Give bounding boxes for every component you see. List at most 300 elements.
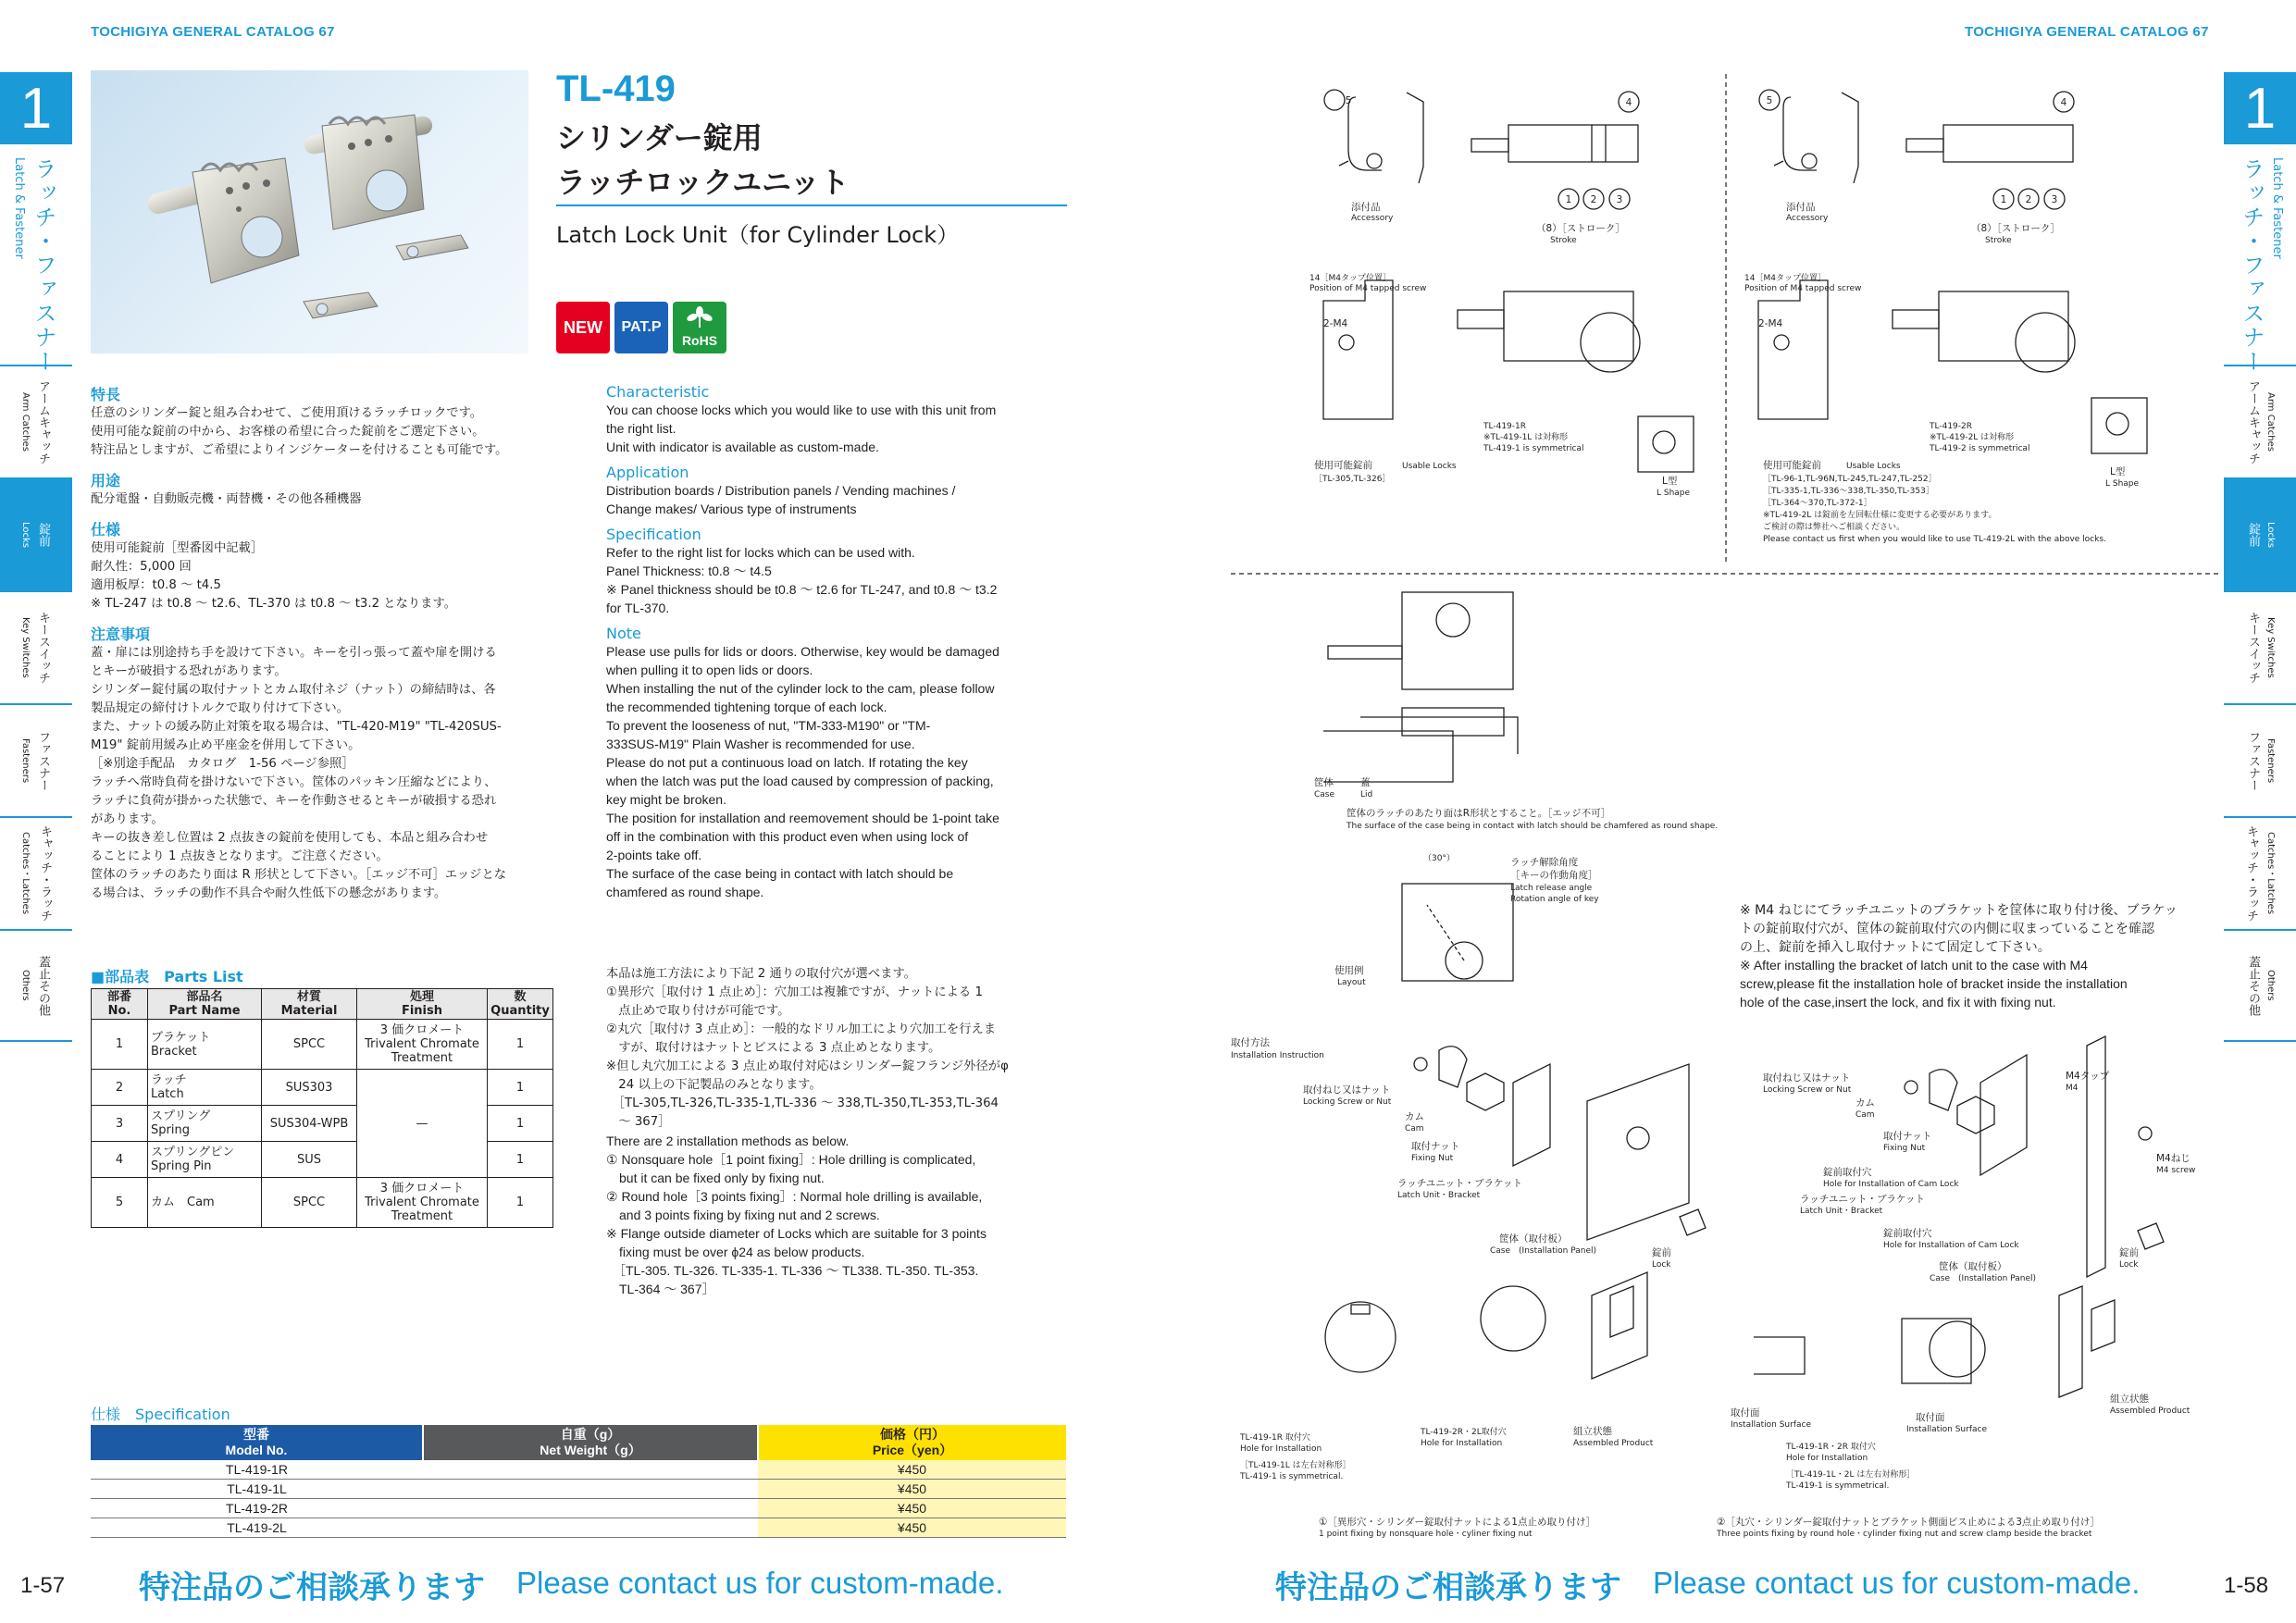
tab-label-en: Catches・Latches: [2265, 832, 2276, 915]
text-line: and 3 points fixing by fixing nut and 2 screws.: [606, 1208, 880, 1222]
hole-12-side-view: [1754, 1337, 1805, 1374]
m4-label: 2-M4: [1758, 318, 1783, 329]
text-line: the recommended tightening torque of each lock.: [606, 700, 887, 714]
custom-made-en-right: Please contact us for custom-made.: [1653, 1566, 2141, 1600]
text-line: ※ Flange outside diameter of Locks which are suitable for 3 points: [606, 1226, 987, 1241]
m4-note-line: ※ After installing the bracket of latch unit to the case with M4: [1740, 958, 2088, 973]
cell-no: 2: [92, 1070, 148, 1106]
accessory-label-jp: 添付品: [1351, 202, 1381, 213]
hole-12-circle: [1930, 1321, 1985, 1377]
m4-screw-label-jp: M4ねじ: [2156, 1153, 2191, 1164]
assembled-lock: [2091, 1300, 2115, 1351]
en-heading-application: Application: [606, 464, 689, 481]
col-quantity: [488, 989, 553, 1020]
text-line: 製品規定の締付けトルクで取り付けて下さい。: [91, 701, 349, 715]
cell-part-name: [148, 1070, 262, 1106]
text-line: but it can be fixed only by fixing nut.: [606, 1171, 825, 1185]
part-name-en: Spring: [151, 1123, 190, 1137]
tab-label-en: Locks: [20, 521, 31, 548]
text-line: Refer to the right list for locks which can be used with.: [606, 545, 915, 560]
en-characteristic-text: [606, 401, 1074, 456]
product-photo: [91, 70, 528, 353]
chapter-number: 1: [2224, 72, 2296, 144]
install-title-jp: 取付方法: [1231, 1037, 1270, 1048]
finish-line: Treatment: [391, 1051, 453, 1065]
accessory-hole: [1802, 154, 1817, 168]
lock-label-en: Lock: [1652, 1260, 1671, 1270]
bracket-part: [1980, 1055, 2027, 1175]
en-application-text: [606, 481, 1074, 518]
text-line: があります。: [91, 812, 164, 826]
text-line: Change makes/ Various type of instruments: [606, 502, 857, 516]
col-weight: [423, 1425, 758, 1460]
chamfer-note-en: The surface of the case being in contact with latch should be chamfered as round shape.: [1347, 822, 1719, 831]
tab-label-jp: キャッチ・ラッチ: [2244, 825, 2258, 922]
en-description: [606, 379, 1074, 901]
hole-2r-label-jp: TL-419-2R・2L取付穴: [1421, 1428, 1507, 1437]
bracket-front-view: [1504, 291, 1633, 361]
stroke-label-jp: （8）［ストローク］: [1971, 223, 2060, 234]
chapter-title-en: Latch & Fastener: [2270, 157, 2284, 259]
cell-price: ¥450: [758, 1460, 1066, 1480]
m4-screw-head: [2139, 1127, 2152, 1140]
tab-label-jp: キースイッチ: [2246, 612, 2260, 684]
l-shape-hole: [1653, 431, 1675, 453]
cell-no: 1: [92, 1020, 148, 1070]
l-shape-view: [2091, 398, 2147, 453]
tab-others[interactable]: [2224, 929, 2296, 1042]
text-line: To prevent the looseness of nut, "TM-333-M190" or "TM-: [606, 718, 931, 733]
tab-others[interactable]: [0, 929, 72, 1042]
drawing-tl-419-2r: [1744, 90, 2147, 544]
text-line: ※ Panel thickness should be t0.8 ～ t2.6 for TL-247, and t0.8 ～ t3.2: [606, 582, 998, 597]
assembled-panel: [1592, 1272, 1647, 1379]
method-2-caption-jp: ②［丸穴・シリンダー錠取付ナットとブラケット側面ビス止めによる3点止め取り付け］: [1717, 1517, 2100, 1528]
parts-list-title: ■部品表 Parts List: [91, 968, 243, 985]
text-line: 点止めで取り付けが可能です。: [606, 1004, 790, 1018]
part-name-en: Spring Pin: [151, 1159, 212, 1173]
finish-line: Trivalent Chromate: [365, 1037, 479, 1051]
header-en: No.: [107, 1004, 131, 1018]
tab-arm-catches[interactable]: [0, 365, 72, 477]
latch-bolt: [1906, 139, 1943, 152]
tab-label-en: Locks: [2265, 521, 2276, 548]
text-line: シリンダー錠付属の取付ナットとカム取付ネジ（ナット）の締結時は、各: [91, 683, 496, 697]
header-en: Finish: [401, 1004, 443, 1018]
text-line: chamfered as round shape.: [606, 885, 764, 899]
bracket-side-view: [1758, 280, 1828, 419]
col-price: [758, 1425, 1066, 1460]
latch-unit-illustration: [91, 70, 528, 353]
product-name-jp-1: シリンダー錠用: [556, 120, 763, 155]
text-line: ラッチへ常時負荷を掛けないで下さい。筐体のパッキン圧縮などにより、: [91, 775, 497, 789]
tapped-label-jp: 14［M4タップ位置］: [1309, 274, 1391, 283]
text-line: 蓋・扉には別途持ち手を設けて下さい。キーを引っ張って蓋や扉を開ける: [91, 646, 497, 660]
lock-label-jp: 錠前: [1652, 1247, 1671, 1258]
accessory-side-view: [1407, 93, 1423, 183]
tab-locks[interactable]: [0, 477, 72, 590]
layout-label-en: Layout: [1337, 978, 1366, 987]
balloon-label: 2: [2025, 194, 2032, 205]
header-en: Price（yen）: [872, 1443, 953, 1457]
chapter-title-jp: ラッチ・ファスナー: [2239, 157, 2265, 374]
screw-label-en: Locking Screw or Nut: [1763, 1085, 1852, 1095]
m4-note-line: ※ M4 ねじにてラッチユニットのブラケットを筐体に取り付け後、ブラケッ: [1740, 903, 2178, 918]
finish-line: Trivalent Chromate: [365, 1196, 479, 1209]
usable-locks-list: ［TL-335-1,TL-336～338,TL-350,TL-353］: [1763, 487, 1934, 496]
rohs-badge: [673, 302, 726, 353]
surface-label-jp: 取付面: [1731, 1407, 1760, 1419]
tab-arm-catches[interactable]: [2224, 365, 2296, 477]
text-line: 333SUS-M19" Plain Washer is recommended for use.: [606, 737, 915, 751]
hole-2r-label-en: Hole for Installation: [1421, 1439, 1503, 1448]
nut-label-jp: 取付ナット: [1883, 1131, 1932, 1142]
product-code: TL-419: [556, 68, 676, 109]
cell-price: ¥450: [758, 1518, 1066, 1538]
cell-material: SPCC: [262, 1020, 357, 1070]
panel-label-jp: 筐体（取付板）: [1499, 1233, 1568, 1245]
en-note-text: [606, 642, 1074, 901]
title-divider: [556, 204, 1067, 206]
latch-front-view: [1508, 125, 1638, 162]
case-section: [1323, 731, 1453, 782]
tab-fasteners[interactable]: [2224, 703, 2296, 816]
balloon-label: 4: [2060, 97, 2067, 108]
tapped-label-en: Position of M4 tapped screw: [1309, 284, 1427, 293]
usable-locks-list: ［TL-96-1,TL-96N,TL-245,TL-247,TL-252］: [1763, 475, 1937, 484]
cell-weight: [423, 1499, 758, 1518]
nut-label-en: Fixing Nut: [1883, 1144, 1926, 1153]
text-line: The position for installation and reemovement should be 1-point take: [606, 811, 999, 825]
jp-heading-cautions: 注意事項: [91, 626, 151, 643]
custom-made-en-left: Please contact us for custom-made.: [516, 1566, 1004, 1600]
text-line: とキーが破損する恐れがあります。: [91, 664, 287, 678]
text-line: ［TL-305,TL-326,TL-335-1,TL-336 ～ 338,TL-350,TL-353,TL-364: [606, 1096, 999, 1110]
text-line: 任意のシリンダー錠と組み合わせて、ご使用頂けるラッチロックです。: [91, 406, 483, 420]
jp-applications-text: [91, 490, 558, 509]
tab-label-en: Others: [20, 970, 31, 1001]
balloon-label: 1: [2000, 194, 2007, 205]
lock-part: [1680, 1209, 1706, 1235]
part-name-jp: スプリングピン: [151, 1146, 235, 1159]
bracket-part: [1513, 1064, 1550, 1166]
text-line: TL-364 ～ 367］: [606, 1282, 715, 1296]
release-angle-line: [1427, 905, 1464, 960]
tab-label-jp: アームキャッチ: [2246, 379, 2260, 465]
finish-line: Treatment: [391, 1209, 453, 1223]
part-name-jp: ブラケット: [151, 1030, 211, 1045]
accessory-hole: [1367, 154, 1382, 168]
lock-label-en: Lock: [2119, 1260, 2139, 1270]
finish-line: 3 価クロメート: [379, 1023, 465, 1037]
l-shape-jp: L型: [2110, 466, 2126, 477]
header-jp: 型番: [243, 1427, 269, 1442]
panel-label-en: Case (Installation Panel): [1930, 1274, 2037, 1283]
cam-label-jp: カム: [1855, 1097, 1875, 1109]
table-row: [92, 1070, 553, 1106]
chapter-number: 1: [0, 72, 72, 144]
panel-part: [1587, 1064, 1689, 1240]
surface-label-en: Installation Surface: [1731, 1420, 1811, 1430]
release-angle-jp: ラッチ解除角度: [1510, 857, 1579, 868]
accessory-side-view: [1842, 93, 1858, 183]
chapter-title-en: Latch & Fastener: [12, 157, 26, 259]
chamfer-note-jp: 筐体のラッチのあたり面はR形状とすること。［エッジ不可］: [1347, 808, 1611, 819]
method-1-caption-jp: ①［異形穴・シリンダー錠取付ナットによる1点止め取り付け］: [1319, 1517, 1595, 1528]
model-label: TL-419-2R: [1930, 422, 1973, 431]
col-finish: [357, 989, 488, 1020]
m4-note-line: screw,please fit the installation hole of bracket inside the installation: [1740, 976, 2128, 991]
text-line: ① Nonsquare hole［1 point fixing］: Hole drilling is complicated,: [606, 1152, 976, 1167]
hole-12-symmetry-en: TL-419-1 is symmetrical.: [1786, 1481, 1890, 1491]
text-line: キーの抜き差し位置は 2 点抜きの錠前を使用しても、本品と組み合わせ: [91, 831, 489, 845]
parts-table: [91, 988, 553, 1228]
header-en: Part Name: [168, 1004, 241, 1018]
symmetry-note-en: TL-419-2 is symmetrical: [1930, 444, 2030, 453]
m4-label: 2-M4: [1323, 318, 1348, 329]
screw-label-jp: 取付ねじ又はナット: [1303, 1084, 1391, 1096]
text-line: ることにより 1 点抜きとなります。ご注意ください。: [91, 849, 389, 863]
m4-note-line: の上、錠前を挿入し取付ナットにて固定して下さい。: [1740, 940, 2051, 955]
fixing-nut-part: [1957, 1096, 1994, 1134]
parts-header-row: [92, 989, 553, 1020]
l-shape-view: [1638, 416, 1694, 472]
cam-circle: [1581, 313, 1640, 372]
l-shape-jp: L型: [1662, 476, 1678, 487]
jp-description: [91, 379, 558, 903]
cell-no: 5: [92, 1178, 148, 1228]
install-title-en: Installation Instruction: [1231, 1051, 1324, 1060]
l-shape-en: L Shape: [1657, 489, 1691, 498]
col-part-name: [148, 989, 262, 1020]
hole-12-label-jp: TL-419-1R・2R 取付穴: [1786, 1443, 1876, 1452]
surface-label-jp: 取付面: [1916, 1412, 1945, 1423]
table-row: [91, 1460, 1066, 1480]
assembled-label-en: Assembled Product: [1573, 1439, 1654, 1448]
method-2-caption-en: Three points fixing by round hole・cylinder fixing nut and screw clamp beside the bracket: [1717, 1530, 2092, 1539]
panel-hole: [1627, 1127, 1649, 1149]
spec-header-row: [91, 1425, 1066, 1460]
m4-screw-label-en: M4 screw: [2156, 1166, 2196, 1175]
layout-label-jp: 使用例: [1334, 965, 1364, 976]
tab-label-en: Fasteners: [2265, 737, 2276, 784]
tab-catches-latches[interactable]: [2224, 816, 2296, 929]
text-line: You can choose locks which you would like to use with this unit from: [606, 403, 997, 417]
balloon-label: 2: [1590, 194, 1597, 205]
tab-label-en: Catches・Latches: [20, 832, 31, 915]
cell-model: TL-419-2L: [91, 1518, 423, 1538]
hole-1r-notch: [1351, 1305, 1370, 1314]
tab-label-en: Key Switches: [2265, 617, 2276, 678]
jp-heading-features: 特長: [91, 386, 121, 403]
usable-locks-jp: 使用可能錠前: [1314, 460, 1372, 471]
drawing-layout-section: [1314, 592, 2178, 1010]
hole-1-symmetry-en: TL-419-1 is symmetrical.: [1240, 1472, 1344, 1481]
tab-label-jp: キャッチ・ラッチ: [38, 825, 52, 922]
bracket-side-view: [1323, 280, 1393, 419]
tab-key-switches[interactable]: [2224, 590, 2296, 703]
text-line: る場合は、ラッチの動作不具合や耐久性低下の懸念があります。: [91, 886, 447, 900]
tab-label-en: Others: [2265, 970, 2276, 1001]
nut-label-en: Fixing Nut: [1411, 1154, 1454, 1163]
text-line: Unit with indicator is available as custom-made.: [606, 440, 879, 454]
table-row: [91, 1499, 1066, 1518]
text-line: ①異形穴［取付け 1 点止め］：穴加工は複雑ですが、ナットによる 1: [606, 985, 983, 999]
cell-quantity: 1: [488, 1142, 553, 1178]
technical-drawings: [1222, 65, 2221, 1555]
latch-bolt: [1471, 139, 1508, 152]
header-jp: 部品名: [186, 990, 223, 1004]
hole-1r-label-jp: TL-419-1R 取付穴: [1240, 1433, 1310, 1443]
bracket-front-view: [1939, 291, 2068, 361]
layout-latch-bolt: [1328, 646, 1402, 659]
jp-heading-applications: 用途: [91, 472, 121, 489]
cell-price: ¥450: [758, 1499, 1066, 1518]
m4-hole: [1339, 335, 1354, 350]
layout-top-view: [1402, 592, 1513, 689]
rohs-label: RoHS: [681, 333, 718, 348]
cam-label-jp: カム: [1405, 1111, 1424, 1122]
balloon-label: 1: [1565, 194, 1572, 205]
assembled-lock: [1610, 1286, 1633, 1337]
release-angle-jp: ［キーの作動角度］: [1510, 870, 1598, 881]
symmetry-note-jp: ※TL-419-1L は対称形: [1483, 433, 1569, 442]
text-line: ラッチに負荷が掛かった状態で、キーを作動させるとキーが破損する恐れ: [91, 794, 497, 808]
en-specification-text: [606, 543, 1074, 617]
drawing-install-method-1: [1231, 1036, 1706, 1539]
tapped-label-jp: 14［M4タップ位置］: [1744, 274, 1826, 283]
text-line: ［※別途手配品 カタログ 1-56 ページ参照］: [91, 757, 354, 771]
text-line: 本品は施工方法により下記 2 通りの取付穴が選べます。: [606, 967, 916, 981]
latch-bolt-front: [1893, 310, 1939, 328]
tab-locks[interactable]: [2224, 477, 2296, 590]
jp-spec-text: [91, 539, 558, 613]
table-row: [91, 1518, 1066, 1538]
usable-locks-jp: 使用可能錠前: [1763, 460, 1821, 471]
cell-part-name: [148, 1106, 262, 1142]
tab-label-jp: 蓋止その他: [2246, 955, 2260, 1016]
jp-heading-spec: 仕様: [91, 521, 121, 539]
text-line: 筐体のラッチのあたり面は R 形状として下さい。［エッジ不可］エッジとな: [91, 868, 507, 882]
product-name-jp-2: ラッチロックユニット: [556, 165, 850, 200]
balloon-label: 5: [1766, 95, 1773, 106]
text-line: The surface of the case being in contact with latch should be: [606, 866, 954, 881]
header-jp: 数: [514, 990, 527, 1004]
text-line: 使用可能錠前［型番図中記載］: [91, 541, 264, 555]
text-line: Please use pulls for lids or doors. Otherwise, key would be damaged: [606, 644, 999, 659]
text-line: 適用板厚：t0.8 ～ t4.5: [91, 578, 221, 592]
drawing-install-method-2: [1716, 1036, 2195, 1539]
left-rotation-note-jp: ※TL-419-2L は錠前を左回転仕様に変更する必要があります。: [1763, 511, 1997, 520]
cell-part-name: カム Cam: [148, 1178, 262, 1228]
spec-table: [91, 1425, 1066, 1538]
part-name-jp: ラッチ: [151, 1073, 187, 1087]
lock-part: [2138, 1223, 2164, 1249]
screw-head: [1414, 1058, 1427, 1071]
text-line: ②丸穴［取付け 3 点止め］：一般的なドリル加工により穴加工を行えま: [606, 1022, 997, 1036]
text-line: when pulling it to open lids or doors.: [606, 663, 813, 677]
fixing-nut-part: [1467, 1073, 1504, 1110]
chapter-title-jp: ラッチ・ファスナー: [31, 157, 56, 374]
en-heading-characteristic: Characteristic: [606, 383, 710, 401]
hole-12-symmetry-jp: ［TL-419-1L・2L は左右対称形］: [1786, 1470, 1916, 1480]
header-jp: 材質: [296, 990, 321, 1004]
text-line: 2-points take off.: [606, 848, 702, 862]
cell-finish: [357, 1020, 488, 1070]
cell-weight: [423, 1518, 758, 1538]
tab-fasteners[interactable]: [0, 703, 72, 816]
cell-material: SUS303: [262, 1070, 357, 1106]
surface-label-en: Installation Surface: [1906, 1425, 1987, 1434]
col-model: [91, 1425, 423, 1460]
hole-12-label-en: Hole for Installation: [1786, 1454, 1868, 1463]
left-rotation-note-en: Please contact us first when you would like to use TL-419-2L with the above locks.: [1763, 535, 2106, 544]
text-line: M19" 錠前用緩み止め平座金を併用して下さい。: [91, 738, 361, 752]
tab-key-switches[interactable]: [0, 590, 72, 703]
lid-label-en: Lid: [1360, 790, 1373, 799]
part-name-en: Latch: [151, 1087, 184, 1101]
catalog-header-right: TOCHIGIYA GENERAL CATALOG 67: [1965, 24, 2209, 40]
table-row: [91, 1480, 1066, 1499]
product-name-en: Latch Lock Unit（for Cylinder Lock）: [556, 222, 960, 248]
release-angle-en: Latch release angle: [1510, 884, 1593, 893]
usable-locks-en: Usable Locks: [1402, 462, 1457, 471]
usable-locks-list: ［TL-364～370,TL-372-1］: [1763, 499, 1872, 508]
header-jp: 価格（円）: [880, 1427, 945, 1442]
assembled-label-jp: 組立状態: [1573, 1426, 1612, 1437]
catalog-header-left: TOCHIGIYA GENERAL CATALOG 67: [91, 24, 335, 40]
tab-label-jp: 錠前: [2246, 523, 2260, 547]
balloon-label: 3: [2051, 194, 2058, 205]
text-line: fixing must be over ϕ24 as below products.: [606, 1245, 865, 1259]
tapped-label-en: Position of M4 tapped screw: [1744, 284, 1862, 293]
balloon-label: 4: [1625, 97, 1632, 108]
tab-label-en: Key Switches: [20, 617, 31, 678]
stroke-label-en: Stroke: [1985, 236, 2012, 245]
text-line: ※ TL-247 は t0.8 ～ t2.6、TL-370 は t0.8 ～ t3.2 となります。: [91, 597, 456, 611]
table-row: [92, 1020, 553, 1070]
text-line: Please do not put a continuous load on latch. If rotating the key: [606, 755, 968, 770]
tab-catches-latches[interactable]: [0, 816, 72, 929]
cell-weight: [423, 1480, 758, 1499]
hole-1r-diagram: [1325, 1302, 1396, 1372]
l-shape-en: L Shape: [2105, 479, 2140, 489]
text-line: すが、取付けはナットとビスによる 3 点止めとなります。: [606, 1041, 941, 1055]
cell-quantity: 1: [488, 1178, 553, 1228]
bracket-label-jp: ラッチユニット・ブラケット: [1397, 1178, 1522, 1189]
header-en: Net Weight（g）: [540, 1443, 641, 1457]
panel-label-en: Case (Installation Panel): [1490, 1246, 1597, 1256]
screw-head: [1905, 1081, 1917, 1094]
finish-line: 3 価クロメート: [379, 1182, 465, 1196]
part-name-en: Bracket: [151, 1044, 197, 1059]
header-jp: 部番: [106, 990, 131, 1004]
cell-model: TL-419-1L: [91, 1480, 423, 1499]
page-number-left: 1-57: [20, 1573, 66, 1598]
table-row: [92, 1178, 553, 1228]
text-line: off in the combination with this product even when using lock of: [606, 829, 969, 844]
cam-label-en: Cam: [1405, 1124, 1424, 1134]
text-line: When installing the nut of the cylinder lock to the cam, please follow: [606, 681, 995, 696]
text-line: for TL-370.: [606, 601, 670, 615]
hole-12-front-view: [1902, 1319, 1971, 1383]
accessory-label-en: Accessory: [1786, 214, 1829, 223]
installation-notes: [606, 965, 1083, 1298]
cell-model: TL-419-1R: [91, 1460, 423, 1480]
cell-price: ¥450: [758, 1480, 1066, 1499]
col-no: [92, 989, 148, 1020]
stroke-label-en: Stroke: [1550, 236, 1577, 245]
